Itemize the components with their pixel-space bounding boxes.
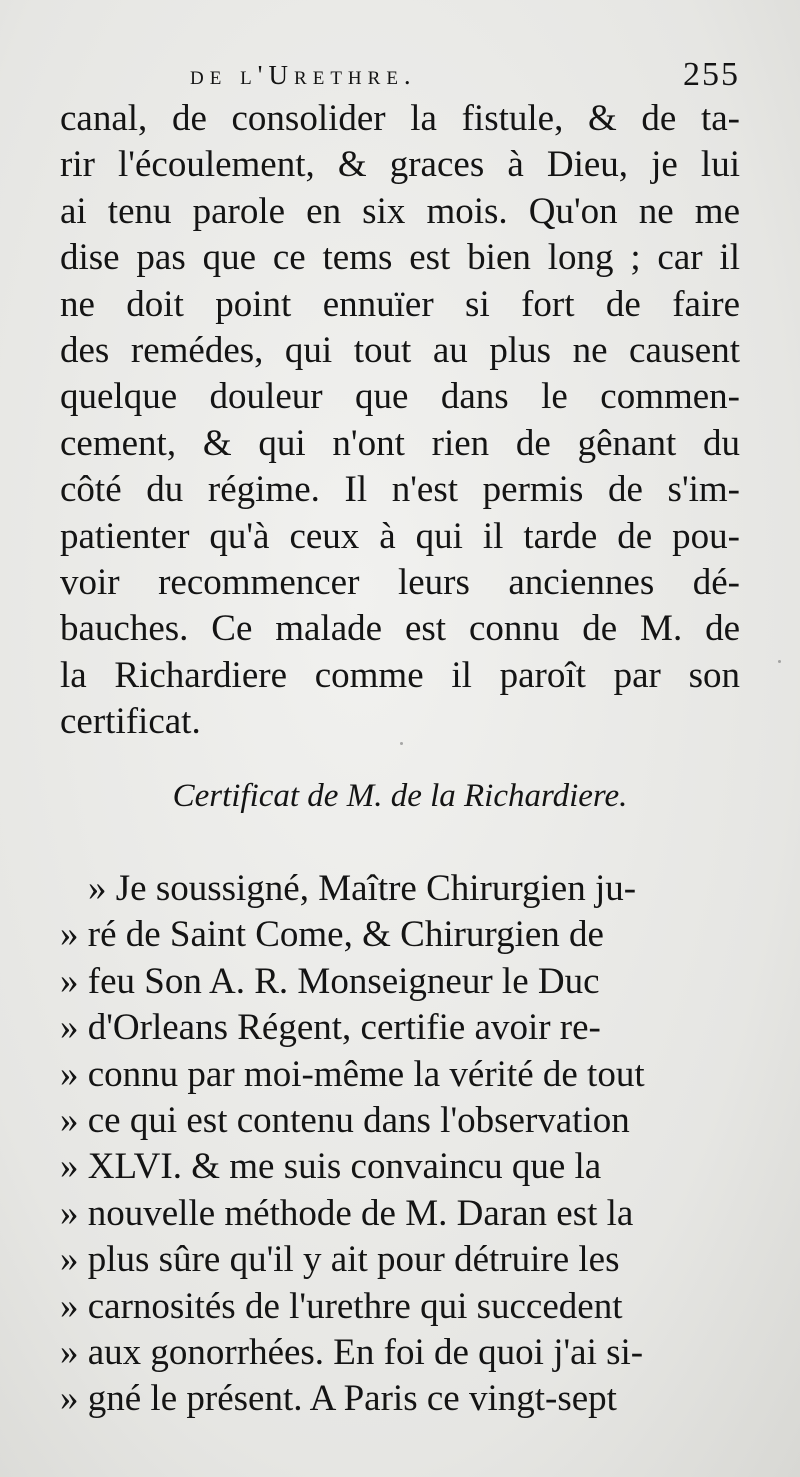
text-line: patienter qu'à ceux à qui il tarde de pou- — [60, 515, 740, 557]
text-line: rir l'écoulement, & graces à Dieu, je lui — [60, 144, 740, 186]
certificate-line: » feu Son A. R. Monseigneur le Duc — [60, 960, 600, 1002]
certificate-heading: Certificat de M. de la Richardiere. — [172, 778, 628, 814]
text-line: bauches. Ce malade est connu de M. de — [60, 608, 740, 650]
text-line: ai tenu parole en six mois. Qu'on ne me — [60, 190, 740, 232]
certificate-line: » connu par moi-même la vérité de tout — [60, 1053, 645, 1095]
text-line: certificat. — [60, 701, 201, 743]
certificate-line: » XLVI. & me suis convaincu que la — [60, 1146, 602, 1188]
certificate-body — [60, 866, 740, 1423]
text-line: canal, de consolider la fistule, & de ta- — [60, 98, 740, 139]
text-line: quelque douleur que dans le commen- — [60, 376, 740, 418]
text-line: cement, & qui n'ont rien de gênant du — [60, 422, 740, 464]
running-title: de l'Urethre. — [190, 60, 417, 90]
certificate-line: » Je soussigné, Maître Chirurgien ju- — [88, 868, 637, 909]
certificate-line: » aux gonorrhées. En foi de quoi j'ai si- — [60, 1332, 644, 1374]
certificate-line: » d'Orleans Régent, certifie avoir re- — [60, 1007, 601, 1049]
certificate-line: » plus sûre qu'il y ait pour détruire les — [60, 1239, 620, 1281]
certificate-line: » nouvelle méthode de M. Daran est la — [60, 1192, 634, 1234]
text-line: voir recommencer leurs anciennes dé- — [60, 562, 740, 604]
paper-speck — [778, 660, 781, 663]
paper-speck — [400, 742, 403, 745]
text-line: des remédes, qui tout au plus ne causent — [60, 330, 740, 372]
certificate-line: » gné le présent. A Paris ce vingt-sept — [60, 1378, 617, 1420]
text-line: côté du régime. Il n'est permis de s'im- — [60, 469, 740, 511]
text-line: la Richardiere comme il paroît par son — [60, 654, 740, 696]
certificate-line: » ré de Saint Come, & Chirurgien de — [60, 914, 604, 956]
certificate-line: » ce qui est contenu dans l'observation — [60, 1100, 630, 1142]
page-number: 255 — [683, 56, 740, 93]
certificate-line: » carnosités de l'urethre qui succedent — [60, 1285, 623, 1327]
page-header — [190, 56, 740, 96]
text-line: ne doit point ennuïer si fort de faire — [60, 283, 740, 325]
text-line: dise pas que ce tems est bien long ; car il — [60, 237, 740, 279]
main-paragraph — [60, 96, 740, 746]
